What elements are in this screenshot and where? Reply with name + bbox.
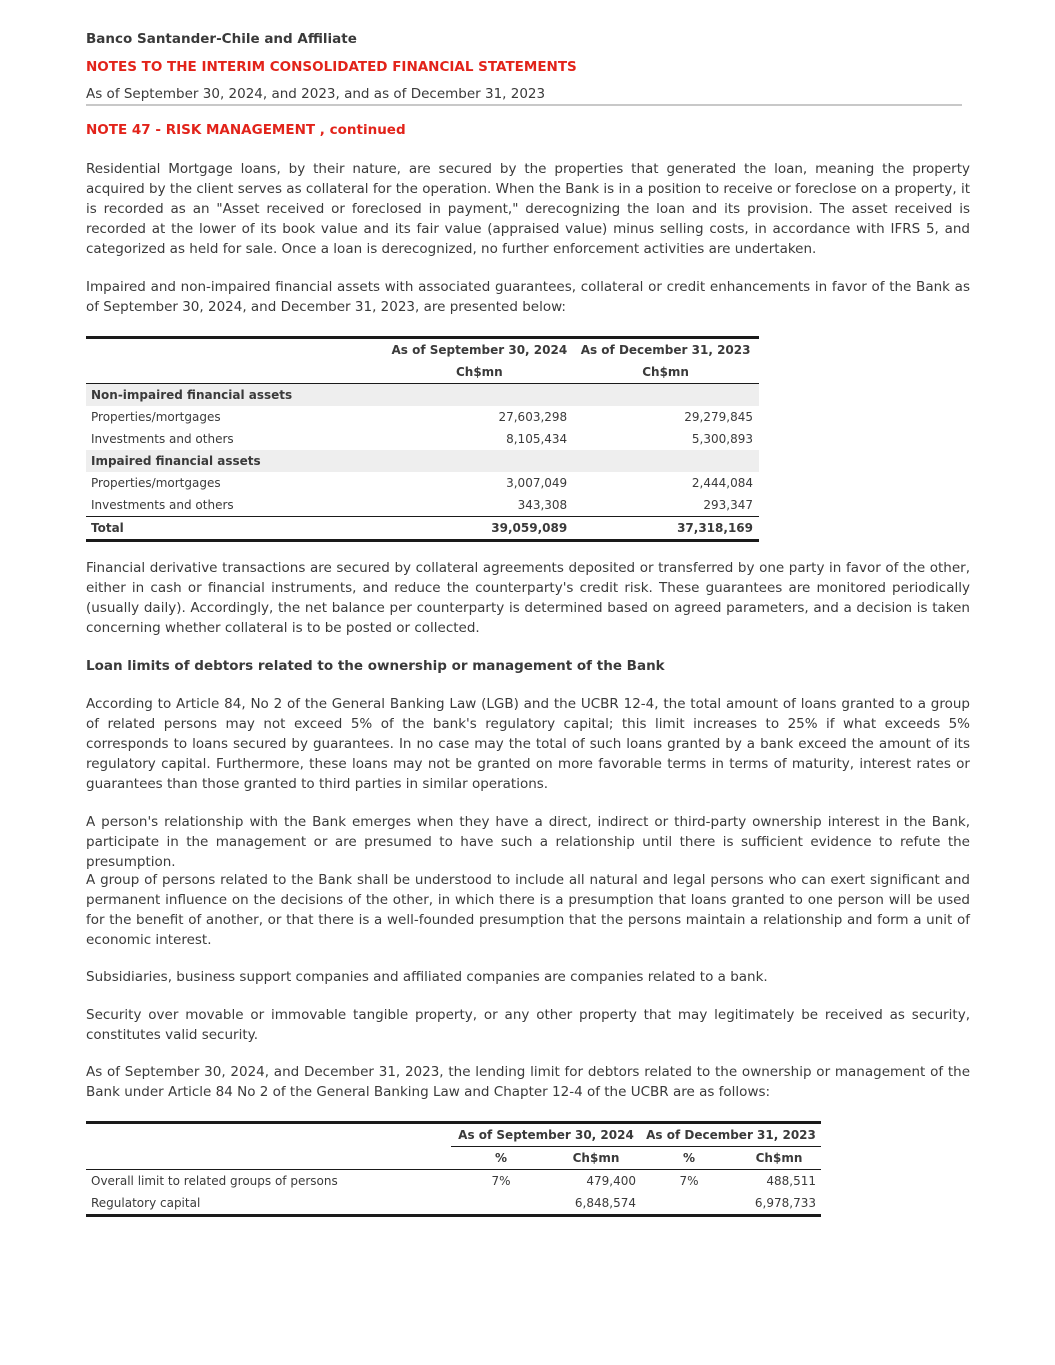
- value-2024: 27,603,298: [498, 410, 568, 424]
- table-row: [86, 406, 759, 428]
- unit-header-2023: Ch$mn: [573, 361, 759, 384]
- pct-header-2023: %: [641, 1147, 737, 1170]
- value-2023: 29,279,845: [684, 410, 753, 424]
- row-label: Investments and others: [91, 432, 234, 446]
- row-label: Overall limit to related groups of persons: [91, 1174, 338, 1188]
- total-row: [86, 517, 759, 541]
- total-2024: 39,059,089: [387, 517, 574, 541]
- value-2024: 343,308: [517, 498, 568, 512]
- section-row: [86, 384, 759, 407]
- subheading-loan-limits: Loan limits of debtors related to the ownership or management of the Bank: [86, 658, 665, 674]
- notes-title: NOTES TO THE INTERIM CONSOLIDATED FINANCIAL STATEMENTS: [86, 59, 577, 75]
- column-group-2024: As of September 30, 2024: [451, 1123, 641, 1147]
- column-group-2023: As of December 31, 2023: [641, 1123, 821, 1147]
- row-label: Properties/mortgages: [91, 476, 221, 490]
- lending-limit-table: [86, 1121, 821, 1217]
- pct-header-2024: %: [451, 1147, 551, 1170]
- table-row: [86, 1170, 821, 1193]
- pct-2023: [641, 1192, 737, 1216]
- row-label: Properties/mortgages: [91, 410, 221, 424]
- reporting-period: As of September 30, 2024, and 2023, and as of December 31, 2023: [86, 86, 546, 102]
- value-2023: 6,978,733: [737, 1192, 821, 1216]
- table-row: [86, 428, 759, 450]
- paragraph-guarantees-intro: Impaired and non-impaired financial assets with associated guarantees, collateral or credit enhancements in favor of the Bank as of September 30, 2024, and December 31, 2023, are presented below:: [86, 279, 970, 315]
- value-2023: 488,511: [766, 1174, 816, 1188]
- section-label: Impaired financial assets: [86, 450, 387, 472]
- section-row: [86, 450, 759, 472]
- unit-header-2024: Ch$mn: [551, 1147, 641, 1170]
- total-2023: 37,318,169: [573, 517, 759, 541]
- total-label: Total: [86, 517, 387, 541]
- table-row: [86, 472, 759, 494]
- paragraph-derivatives: Financial derivative transactions are secured by collateral agreements deposited or transferred by one party in favor of the other, either in cash or financial instruments, and reduce the counterparty's credit risk. These guarantees are monitored periodically (usually daily). Accordingly, the net balance per counterparty is determined based on agreed parameters, and a decision is taken concerning whether collateral is to be posted or collected.: [86, 560, 970, 636]
- column-header-2024: As of September 30, 2024: [387, 338, 574, 362]
- value-2024: 3,007,049: [506, 476, 568, 490]
- section-label: Non-impaired financial assets: [86, 384, 387, 407]
- paragraph-article-84: According to Article 84, No 2 of the General Banking Law (LGB) and the UCBR 12-4, the total amount of loans granted to a group of related persons may not exceed 5% of the bank's regulatory capital; this limit increases to 25% if what exceeds 5% corresponds to loans secured by guarantees. In no case may the total of such loans granted by a bank exceed the amount of its regulatory capital. Furthermore, these loans may not be granted on more favorable terms in terms of maturity, interest rates or guarantees than those granted to third parties in similar operations.: [86, 696, 970, 792]
- value-2023: 293,347: [703, 498, 753, 512]
- value-2023: 5,300,893: [691, 432, 753, 446]
- value-2024: 479,400: [586, 1174, 636, 1188]
- paragraph-mortgage-loans: Residential Mortgage loans, by their nature, are secured by the properties that generated the loan, meaning the property acquired by the client serves as collateral for the operation. When the Bank is in a position to receive or foreclose on a property, it is recorded as an "Asset received or foreclosed in payment," derecognizing the loan and its provision. The asset received is recorded at the lower of its book value and its fair value (appraised value) minus selling costs, in accordance with IFRS 5, and categorized as held for sale. Once a loan is derecognized, no further enforcement activities are undertaken.: [86, 161, 970, 257]
- pct-2024: 7%: [491, 1174, 511, 1188]
- pct-2024: [451, 1192, 551, 1216]
- unit-header-2024: Ch$mn: [387, 361, 574, 384]
- column-header-2023: As of December 31, 2023: [573, 338, 759, 362]
- collateral-table: [86, 336, 759, 542]
- note-heading: NOTE 47 - RISK MANAGEMENT , continued: [86, 122, 406, 138]
- paragraph-relationship: A person's relationship with the Bank emerges when they have a direct, indirect or third-party ownership interest in the Bank, participate in the management or are presumed to have such a relationship until there is sufficient evidence to refute the presumption.: [86, 814, 970, 870]
- value-2023: 2,444,084: [691, 476, 753, 490]
- table-row: [86, 494, 759, 517]
- table-row: [86, 1192, 821, 1216]
- unit-header-2023: Ch$mn: [737, 1147, 821, 1170]
- header-divider: [86, 104, 962, 106]
- company-name: Banco Santander-Chile and Affiliate: [86, 31, 357, 47]
- paragraph-group-definition: A group of persons related to the Bank shall be understood to include all natural and legal persons who can exert significant and permanent influence on the decisions of the other, in which there is a presumption that loans granted to one person will be used for the benefit of another, or that there is a well-founded presumption that the persons maintain a relationship and form a unit of economic interest.: [86, 872, 970, 948]
- row-label: Regulatory capital: [86, 1192, 451, 1216]
- value-2024: 8,105,434: [506, 432, 568, 446]
- paragraph-subsidiaries: Subsidiaries, business support companies and affiliated companies are companies related to a bank.: [86, 969, 768, 985]
- row-label: Investments and others: [91, 498, 234, 512]
- paragraph-security: Security over movable or immovable tangible property, or any other property that may legitimately be received as security, constitutes valid security.: [86, 1007, 970, 1043]
- paragraph-lending-limit: As of September 30, 2024, and December 31, 2023, the lending limit for debtors related to the ownership or management of the Bank under Article 84 No 2 of the General Banking Law and Chapter 12-4 of the UCBR are as follows:: [86, 1064, 970, 1100]
- pct-2023: 7%: [679, 1174, 699, 1188]
- value-2024: 6,848,574: [551, 1192, 641, 1216]
- table-header-blank: [86, 338, 387, 362]
